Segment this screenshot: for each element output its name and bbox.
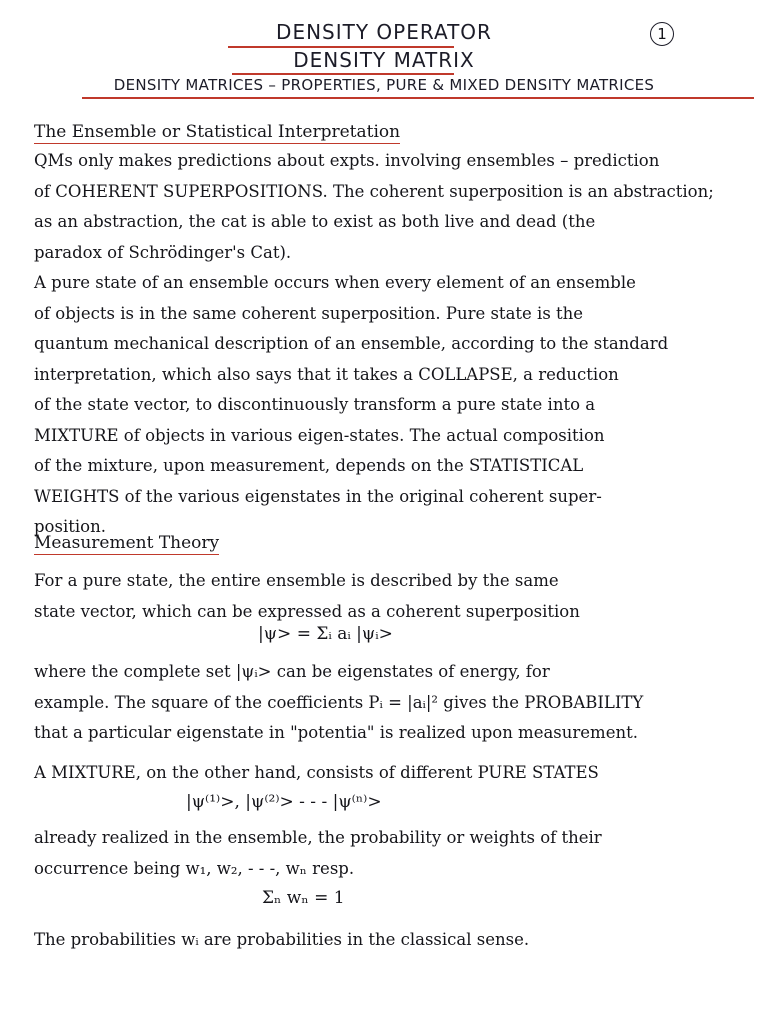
paragraph-pure-state-vector bbox=[34, 566, 754, 627]
text-line: The probabilities wᵢ are probabilities in the classical sense. bbox=[34, 930, 530, 949]
text-line: occurrence being w₁, w₂, - - -, wₙ resp. bbox=[34, 858, 355, 878]
text-line: example. The square of the coefficients Pᵢ = |aᵢ|² gives the PROBABILITY bbox=[34, 692, 644, 712]
text-line: WEIGHTS of the various eigenstates in the original coherent super- bbox=[34, 486, 602, 506]
subtitle-properties: DENSITY MATRICES – PROPERTIES, PURE & MIXED DENSITY MATRICES bbox=[113, 76, 655, 94]
text-line: where the complete set |ψᵢ> can be eigenstates of energy, for bbox=[34, 662, 550, 681]
text-line: For a pure state, the entire ensemble is described by the same bbox=[34, 571, 559, 590]
paragraph-probability bbox=[34, 657, 754, 749]
equation-superposition: |ψ> = Σᵢ aᵢ |ψᵢ> bbox=[258, 624, 393, 644]
text-line: already realized in the ensemble, the probability or weights of their bbox=[34, 828, 602, 847]
section-heading-ensemble: The Ensemble or Statistical Interpretation bbox=[34, 122, 401, 142]
equation-pure-states: |ψ⁽¹⁾>, |ψ⁽²⁾> - - - |ψ⁽ⁿ⁾> bbox=[186, 792, 382, 812]
text-line: that a particular eigenstate in "potentia" is realized upon measurement. bbox=[34, 723, 638, 742]
text-line: A MIXTURE, on the other hand, consists of different PURE STATES bbox=[34, 763, 599, 782]
title-underline-2 bbox=[232, 73, 454, 75]
text-line: of the mixture, upon measurement, depends on the STATISTICAL bbox=[34, 456, 584, 475]
paragraph-classical-probabilities bbox=[34, 925, 754, 956]
title-density-operator: DENSITY OPERATOR bbox=[276, 20, 492, 44]
text-line: A pure state of an ensemble occurs when every element of an ensemble bbox=[34, 273, 636, 292]
text-line: as an abstraction, the cat is able to exist as both live and dead (the bbox=[34, 212, 596, 231]
paragraph-mixture bbox=[34, 758, 754, 789]
section-heading-measurement: Measurement Theory bbox=[34, 533, 220, 553]
text-line: QMs only makes predictions about expts. involving ensembles – prediction bbox=[34, 151, 660, 170]
title-density-matrix: DENSITY MATRIX bbox=[293, 48, 475, 72]
equation-weights-sum: Σₙ wₙ = 1 bbox=[262, 888, 345, 908]
text-line: quantum mechanical description of an ensemble, according to the standard bbox=[34, 334, 669, 353]
paragraph-weights bbox=[34, 823, 754, 884]
paragraph-pure-state bbox=[34, 268, 754, 543]
text-line: of the state vector, to discontinuously transform a pure state into a bbox=[34, 395, 596, 414]
text-line: interpretation, which also says that it takes a COLLAPSE, a reduction bbox=[34, 364, 619, 384]
text-line: of COHERENT SUPERPOSITIONS. The coherent superposition is an abstraction; bbox=[34, 181, 714, 201]
title-underline-3 bbox=[82, 97, 754, 99]
text-line: state vector, which can be expressed as a coherent superposition bbox=[34, 601, 580, 621]
paragraph-ensemble-intro bbox=[34, 146, 754, 268]
text-line: of objects is in the same coherent superposition. Pure state is the bbox=[34, 303, 584, 323]
text-line: position. bbox=[34, 517, 106, 536]
text-line: MIXTURE of objects in various eigen-states. The actual composition bbox=[34, 425, 605, 445]
page-number-badge: 1 bbox=[650, 22, 674, 46]
text-line: paradox of Schrödinger's Cat). bbox=[34, 242, 292, 262]
